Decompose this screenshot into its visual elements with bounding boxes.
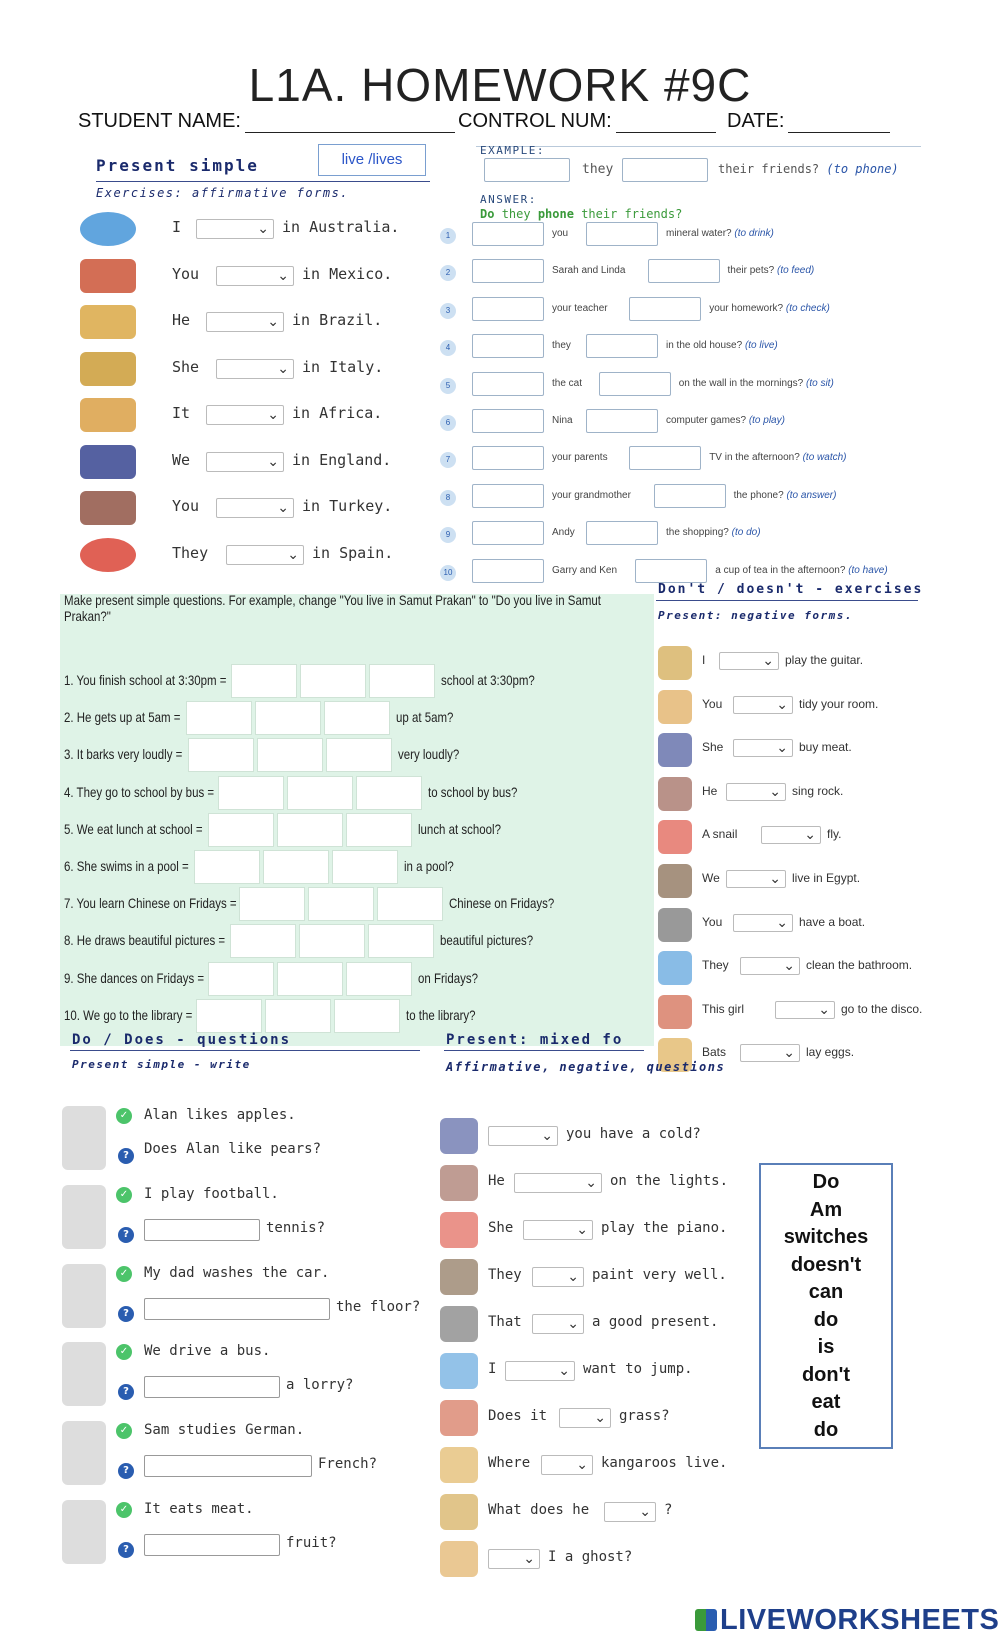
s4-subject: Bats [702, 1045, 727, 1060]
question-icon: ? [118, 1384, 134, 1400]
s4-subject: He [702, 783, 718, 798]
row-number[interactable]: 1 [440, 228, 456, 244]
s4-dropdown[interactable] [740, 957, 800, 975]
s2-rest: your homework? (to check) [709, 302, 830, 314]
s2-aux-input[interactable] [472, 259, 544, 283]
country-picture [80, 305, 136, 339]
s4-subject: I [702, 653, 706, 667]
s2-aux-input[interactable] [472, 222, 544, 246]
s1-rest[interactable]: in Africa. [292, 404, 383, 422]
s6-pre: I [488, 1361, 497, 1377]
s2-rest: mineral water? (to drink) [666, 228, 774, 239]
s1-subject[interactable]: You [172, 264, 200, 283]
s5-ending: the floor? [336, 1298, 421, 1315]
s6-subtitle: Affirmative, negative, questions [446, 1060, 726, 1074]
s2-subject: your parents [552, 452, 608, 464]
s4-subject: They [702, 958, 729, 973]
s1-rest[interactable]: in Brazil. [292, 311, 383, 329]
s6-post: you have a cold? [566, 1126, 701, 1142]
s4-dropdown[interactable] [733, 914, 793, 932]
s5-ending: French? [318, 1456, 378, 1473]
s5-statement: I play football. [144, 1185, 279, 1202]
mixed-picture [440, 1259, 478, 1295]
s6-dropdown[interactable] [559, 1408, 611, 1428]
s3-answer-input[interactable] [257, 738, 323, 772]
control-num-label: CONTROL NUM: [458, 110, 716, 133]
s2-rest: in the old house? (to live) [666, 340, 778, 352]
s1-verb-dropdown[interactable] [206, 405, 284, 425]
country-picture [80, 398, 136, 432]
s3-answer-input[interactable] [324, 701, 390, 735]
check-icon: ✓ [116, 1266, 132, 1282]
s2-verb-input[interactable] [635, 559, 707, 583]
s1-rest[interactable]: in England. [292, 450, 392, 469]
country-picture [80, 352, 136, 386]
mixed-picture [440, 1353, 478, 1389]
s3-answer-input[interactable] [277, 813, 343, 847]
s3-ending: Chinese on Fridays? [449, 895, 555, 912]
s4-dropdown[interactable] [726, 870, 786, 888]
s3-answer-input[interactable] [255, 701, 321, 735]
s6-dropdown[interactable] [532, 1267, 584, 1287]
s1-subject[interactable]: It [172, 404, 191, 422]
person-picture [62, 1500, 106, 1564]
s4-subtitle: Present: negative forms. [658, 609, 853, 622]
mixed-picture [440, 1494, 478, 1530]
s4-rest: play the guitar. [785, 653, 864, 667]
s1-verb-dropdown[interactable] [206, 312, 284, 332]
s6-post: paint very well. [592, 1267, 727, 1283]
s1-subtitle: Exercises: affirmative forms. [96, 186, 350, 200]
row-number[interactable]: 10 [440, 565, 456, 581]
word-bank-item: eat [811, 1391, 841, 1413]
s2-verb-input[interactable] [586, 521, 658, 545]
s6-post: I a ghost? [548, 1549, 633, 1565]
row-number[interactable]: 3 [440, 303, 456, 319]
s1-subject[interactable]: They [172, 543, 209, 562]
check-icon: ✓ [116, 1423, 132, 1439]
negative-picture [658, 908, 692, 942]
mixed-picture [440, 1212, 478, 1248]
s3-answer-input[interactable] [326, 738, 392, 772]
row-number[interactable]: 6 [440, 415, 456, 431]
check-icon: ✓ [116, 1108, 132, 1124]
s3-ending: on Fridays? [418, 969, 478, 986]
s2-verb-input[interactable] [586, 222, 658, 246]
s3-question: 4. They go to school by bus = [64, 783, 215, 800]
s4-subject: You [702, 914, 723, 929]
s5-ending: tennis? [266, 1219, 326, 1236]
mixed-picture [440, 1165, 478, 1201]
s2-aux-input[interactable] [472, 409, 544, 433]
s4-dropdown[interactable] [761, 826, 821, 844]
s6-pre: What does he [488, 1502, 590, 1518]
s6-pre: That [488, 1314, 522, 1330]
s3-answer-input[interactable] [287, 776, 353, 810]
s5-statement: Sam studies German. [144, 1422, 305, 1439]
s5-answer-input[interactable] [144, 1455, 312, 1477]
s2-verb-input[interactable] [648, 259, 720, 283]
s4-subject: This girl [702, 1001, 745, 1016]
s6-pre: They [488, 1267, 522, 1283]
s2-rest: computer games? (to play) [666, 415, 785, 426]
s5-question: Does Alan like pears? [144, 1141, 322, 1157]
country-picture [80, 538, 136, 572]
s5-statement: We drive a bus. [144, 1343, 271, 1360]
question-icon: ? [118, 1542, 134, 1558]
s6-dropdown[interactable] [532, 1314, 584, 1334]
s2-aux-input[interactable] [472, 334, 544, 358]
s1-verb-dropdown[interactable] [216, 498, 294, 518]
s2-rest: a cup of tea in the afternoon? (to have) [715, 564, 888, 576]
s3-ending: lunch at school? [418, 820, 501, 837]
s3-answer-input[interactable] [308, 887, 374, 921]
s4-rest: sing rock. [792, 783, 844, 798]
s2-rest: their pets? (to feed) [727, 265, 815, 277]
s1-verb-dropdown[interactable] [226, 545, 304, 565]
s5-ending: a lorry? [286, 1377, 354, 1394]
s6-dropdown[interactable] [541, 1455, 593, 1475]
s3-question: 5. We eat lunch at school = [64, 820, 203, 837]
s4-dropdown[interactable] [726, 783, 786, 801]
s3-ending: up at 5am? [396, 709, 454, 726]
s2-subject: they [552, 340, 571, 352]
s3-answer-input[interactable] [277, 962, 343, 996]
row-number[interactable]: 2 [440, 265, 456, 281]
s4-title: Don't / doesn't - exercises [658, 582, 924, 597]
question-icon: ? [118, 1148, 134, 1164]
s4-dropdown[interactable] [719, 652, 779, 670]
example-end: their friends? (to phone) [718, 162, 899, 176]
negative-picture [658, 820, 692, 854]
example-input-2 [622, 158, 708, 182]
s3-ending: in a pool? [404, 858, 454, 874]
s2-aux-input[interactable] [472, 446, 544, 470]
answer-text: Do they phone their friends? [480, 207, 683, 221]
s3-answer-input[interactable] [334, 999, 400, 1033]
check-icon: ✓ [116, 1344, 132, 1360]
s4-rest: fly. [827, 827, 842, 842]
s1-subject[interactable]: She [172, 357, 200, 376]
question-icon: ? [118, 1306, 134, 1322]
s2-rest: TV in the afternoon? (to watch) [709, 452, 847, 464]
s1-subject[interactable]: He [172, 311, 191, 329]
s4-rest: go to the disco. [841, 1001, 923, 1016]
s3-answer-input[interactable] [299, 924, 365, 958]
s1-verb-dropdown[interactable] [216, 266, 294, 286]
s5-title: Do / Does - questions [72, 1032, 292, 1048]
s3-answer-input[interactable] [208, 813, 274, 847]
s4-subject: A snail [702, 827, 738, 842]
s3-ending: school at 3:30pm? [441, 672, 535, 688]
s3-answer-input[interactable] [186, 701, 252, 735]
s4-subject: You [702, 696, 723, 711]
s2-verb-input[interactable] [629, 297, 701, 321]
liveworksheets-logo: LIVEWORKSHEETS [695, 1604, 999, 1637]
s1-subject[interactable]: We [172, 450, 191, 469]
s2-subject: Nina [552, 415, 573, 426]
s5-statement: Alan likes apples. [144, 1107, 296, 1123]
s2-aux-input[interactable] [472, 484, 544, 508]
s4-rest: buy meat. [799, 740, 852, 755]
s5-answer-input[interactable] [144, 1298, 330, 1320]
s6-dropdown[interactable] [488, 1126, 558, 1146]
s6-dropdown[interactable] [505, 1361, 575, 1381]
person-picture [62, 1264, 106, 1328]
s6-pre: Does it [488, 1408, 548, 1424]
check-icon: ✓ [116, 1187, 132, 1203]
s5-ending: fruit? [286, 1535, 337, 1551]
s2-aux-input[interactable] [472, 297, 544, 321]
s3-ending: very loudly? [398, 746, 460, 763]
s3-ending: beautiful pictures? [440, 932, 534, 949]
mixed-picture [440, 1541, 478, 1577]
mixed-picture [440, 1400, 478, 1436]
s1-subject[interactable]: You [172, 497, 200, 515]
s4-subject: She [702, 740, 724, 755]
s3-question: 7. You learn Chinese on Fridays = [64, 895, 237, 912]
s3-question: 8. He draws beautiful pictures = [64, 932, 226, 949]
row-number[interactable]: 5 [440, 378, 456, 394]
s1-rest[interactable]: in Italy. [302, 357, 384, 376]
country-picture [80, 212, 136, 246]
s1-verb-dropdown[interactable] [206, 452, 284, 472]
s4-dropdown[interactable] [740, 1044, 800, 1062]
question-icon: ? [118, 1227, 134, 1243]
s1-subject[interactable]: I [172, 218, 182, 236]
word-bank-item: is [817, 1336, 835, 1358]
s2-subject: your grandmother [552, 489, 631, 501]
student-name-label: STUDENT NAME: [78, 110, 455, 133]
s6-pre: She [488, 1220, 514, 1236]
s6-title: Present: mixed fo [446, 1032, 624, 1048]
s5-statement: It eats meat. [144, 1501, 254, 1517]
s3-answer-input[interactable] [239, 887, 305, 921]
negative-picture [658, 995, 692, 1029]
s6-dropdown[interactable] [523, 1220, 593, 1240]
example-mid: they [582, 162, 614, 177]
s3-answer-input[interactable] [194, 850, 260, 884]
s4-rest: tidy your room. [799, 696, 879, 711]
s5-subtitle: Present simple - write [72, 1058, 251, 1071]
s2-verb-input[interactable] [586, 409, 658, 433]
s4-rest: clean the bathroom. [806, 958, 913, 973]
s6-dropdown[interactable] [488, 1549, 540, 1569]
s1-hint-box: live /lives [318, 144, 426, 176]
mixed-picture [440, 1447, 478, 1483]
date-label: DATE: [727, 110, 890, 133]
negative-picture [658, 777, 692, 811]
s6-dropdown[interactable] [604, 1502, 656, 1522]
row-number[interactable]: 8 [440, 490, 456, 506]
s1-rest[interactable]: in Spain. [312, 543, 394, 562]
s3-question: 6. She swims in a pool = [64, 858, 189, 874]
row-number[interactable]: 4 [440, 340, 456, 356]
row-number[interactable]: 9 [440, 527, 456, 543]
s2-aux-input[interactable] [472, 559, 544, 583]
s5-statement: My dad washes the car. [144, 1264, 330, 1281]
s3-answer-input[interactable] [218, 776, 284, 810]
s2-subject: your teacher [552, 302, 608, 314]
s6-post: ? [664, 1502, 673, 1518]
s4-dropdown[interactable] [733, 696, 793, 714]
s3-question: 1. You finish school at 3:30pm = [64, 672, 227, 688]
person-picture [62, 1185, 106, 1249]
s3-answer-input[interactable] [300, 664, 366, 698]
s2-aux-input[interactable] [472, 372, 544, 396]
row-number[interactable]: 7 [440, 452, 456, 468]
mixed-picture [440, 1118, 478, 1154]
s5-answer-input[interactable] [144, 1376, 280, 1398]
s6-post: on the lights. [610, 1173, 729, 1189]
country-picture [80, 259, 136, 293]
s2-verb-input[interactable] [629, 446, 701, 470]
s1-rest[interactable]: in Mexico. [302, 264, 393, 283]
check-icon: ✓ [116, 1502, 132, 1518]
word-bank-item: Do [812, 1171, 840, 1193]
s3-answer-input[interactable] [368, 924, 434, 958]
word-bank-item: don't [801, 1363, 851, 1386]
country-picture [80, 491, 136, 525]
country-picture [80, 445, 136, 479]
negative-picture [658, 690, 692, 724]
s3-ending: to the library? [406, 1006, 476, 1023]
s3-answer-input[interactable] [208, 962, 274, 996]
word-bank-item: switches [783, 1226, 869, 1248]
s6-post: grass? [619, 1408, 670, 1424]
s1-rest[interactable]: in Australia. [282, 218, 400, 236]
s3-answer-input[interactable] [265, 999, 331, 1033]
s3-answer-input[interactable] [346, 813, 412, 847]
s3-question: 2. He gets up at 5am = [64, 709, 181, 726]
s3-answer-input[interactable] [196, 999, 262, 1033]
negative-picture [658, 646, 692, 680]
s4-dropdown[interactable] [733, 739, 793, 757]
s1-verb-dropdown[interactable] [196, 219, 274, 239]
s3-question: 9. She dances on Fridays = [64, 969, 205, 986]
s6-post: play the piano. [601, 1220, 728, 1236]
s2-subject: Sarah and Linda [552, 265, 626, 277]
answer-label: ANSWER: [480, 193, 537, 206]
s3-instruction: Make present simple questions. For example, change "You live in Samut Prakan" to "Do you live in Samut Prakan?" [64, 592, 601, 624]
s2-subject: Andy [552, 527, 575, 539]
s4-rest: lay eggs. [806, 1045, 855, 1060]
s2-subject: you [552, 228, 569, 239]
s6-post: kangaroos live. [601, 1455, 728, 1471]
word-bank-item: do [813, 1418, 839, 1441]
s2-subject: the cat [552, 377, 583, 389]
s2-rest: the shopping? (to do) [666, 527, 761, 539]
s6-pre: Where [488, 1455, 531, 1471]
s3-answer-input[interactable] [346, 962, 412, 996]
s3-question: 10. We go to the library = [64, 1006, 193, 1023]
s3-ending: to school by bus? [428, 783, 518, 800]
s3-answer-input[interactable] [356, 776, 422, 810]
s3-answer-input[interactable] [369, 664, 435, 698]
question-icon: ? [118, 1463, 134, 1479]
s6-post: a good present. [592, 1314, 719, 1330]
s3-answer-input[interactable] [231, 664, 297, 698]
s2-verb-input[interactable] [599, 372, 671, 396]
s4-dropdown[interactable] [775, 1001, 835, 1019]
s3-answer-input[interactable] [332, 850, 398, 884]
example-label: EXAMPLE: [480, 144, 545, 157]
s6-pre: He [488, 1173, 505, 1189]
s3-answer-input[interactable] [377, 887, 443, 921]
s6-post: want to jump. [583, 1361, 693, 1377]
s2-aux-input[interactable] [472, 521, 544, 545]
s5-answer-input[interactable] [144, 1219, 260, 1241]
example-input-1 [484, 158, 570, 182]
person-picture [62, 1106, 106, 1170]
worksheet-title: L1A. HOMEWORK #9C [248, 59, 752, 111]
s2-subject: Garry and Ken [552, 564, 618, 576]
word-bank-item: Am [809, 1198, 843, 1221]
s3-answer-input[interactable] [188, 738, 254, 772]
mixed-picture [440, 1306, 478, 1342]
s2-verb-input[interactable] [586, 334, 658, 358]
s5-answer-input[interactable] [144, 1534, 280, 1556]
s2-rest: the phone? (to answer) [733, 489, 837, 501]
s6-dropdown[interactable] [514, 1173, 602, 1193]
s1-verb-dropdown[interactable] [216, 359, 294, 379]
word-bank [759, 1163, 893, 1449]
s3-answer-input[interactable] [263, 850, 329, 884]
s1-title: Present simple [96, 156, 259, 175]
person-picture [62, 1421, 106, 1485]
s3-answer-input[interactable] [230, 924, 296, 958]
negative-picture [658, 864, 692, 898]
s3-question: 3. It barks very loudly = [64, 746, 183, 763]
negative-picture [658, 733, 692, 767]
s2-verb-input[interactable] [654, 484, 726, 508]
s4-rest: have a boat. [799, 914, 866, 929]
s1-rest[interactable]: in Turkey. [302, 497, 393, 515]
person-picture [62, 1342, 106, 1406]
word-bank-item: do [813, 1308, 839, 1331]
s4-rest: live in Egypt. [792, 871, 861, 885]
s2-rest: on the wall in the mornings? (to sit) [678, 377, 834, 389]
negative-picture [658, 951, 692, 985]
word-bank-item: can [808, 1281, 844, 1303]
s4-subject: We [702, 871, 720, 885]
word-bank-item: doesn't [790, 1253, 862, 1276]
